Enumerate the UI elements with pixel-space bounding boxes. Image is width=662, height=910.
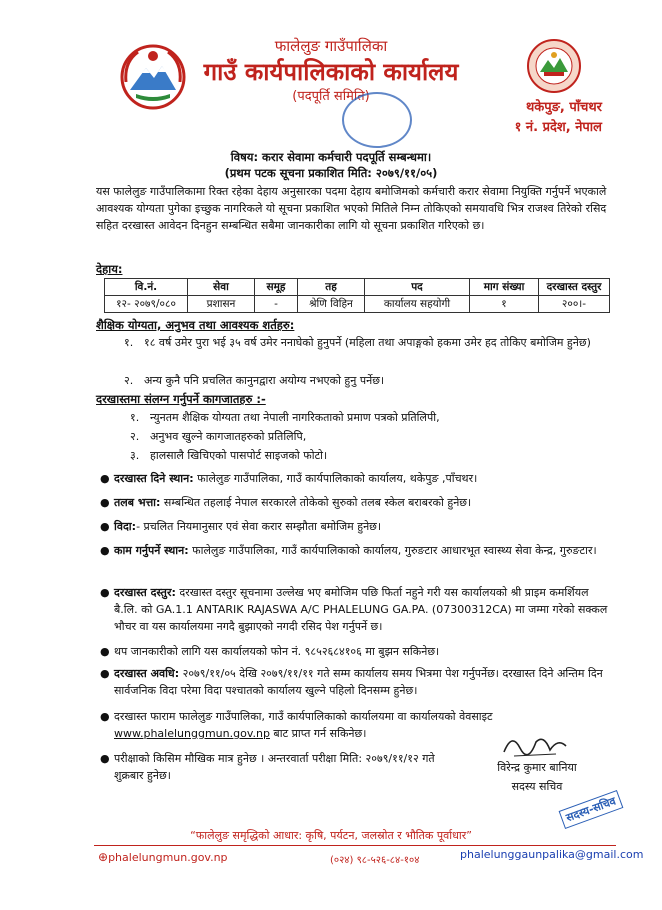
- header-tagline: (पदपूर्ति समिति): [292, 89, 370, 104]
- documents-title: दरखास्तमा संलग्न गर्नुपर्ने कागजातहरु :-: [96, 392, 266, 406]
- bullet-dot-icon: ●: [100, 472, 110, 485]
- bullet-text: फालेलुङ गाउँपालिका, गाउँ कार्यपालिकाको कार्यालय, थकेपुङ ,पाँचथर।: [193, 472, 478, 485]
- col-header-fee: दरखास्त दस्तुर: [539, 279, 610, 296]
- table-title: देहाय:: [96, 262, 123, 276]
- bullet-dot-icon: ●: [100, 710, 110, 723]
- footer-slogan: “फालेलुङ समृद्धिको आधार: कृषि, पर्यटन, जलस्रोत र भौतिक पूर्वाधार”: [190, 829, 472, 842]
- bullet-text: २०७९/११/०५ देखि २०७९/११/११ गते सम्म कार्यालय समय भित्रमा पेश गर्नुपर्नेछ। दरखास्त दिने अन्तिम दिन सार्वजनिक विदा परेमा विदा पश्चातको कार्यालय खुल्ने पहिलो दिनसम्म हुनेछ।: [114, 667, 603, 697]
- bullet-dot-icon: ●: [100, 645, 110, 658]
- bullet-dot-icon: ●: [100, 752, 110, 765]
- table-row: [105, 296, 610, 313]
- document-num: १.: [130, 411, 140, 424]
- address-line-1: थकेपुङ, पाँचथर: [525, 100, 602, 115]
- bullet-text: फालेलुङ गाउँपालिका, गाउँ कार्यपालिकाको कार्यालय, गुरुङटार आधारभूत स्वास्थ्य सेवा केन्द्र, गुरुङटार।: [188, 544, 597, 557]
- col-header-demand: माग संख्या: [470, 279, 539, 296]
- bullet-exam: [100, 750, 460, 784]
- bullet-text: परीक्षाको किसिम मौखिक मात्र हुनेछ । अन्तरवार्ता परीक्षा मिति: २०७९/११/१२ गते शुक्रबार हुनेछ।: [114, 752, 435, 782]
- table-header-row: [105, 279, 610, 296]
- col-header-post: पद: [365, 279, 470, 296]
- signatory-title: सदस्य सचिव: [511, 780, 563, 793]
- document-text: हालसालै खिचिएको पासपोर्ट साइजको फोटो।: [150, 449, 328, 462]
- document-text: न्युनतम शैक्षिक योग्यता तथा नेपाली नागरिकताको प्रमाण पत्रको प्रतिलिपी,: [150, 411, 440, 424]
- signatory-name: विरेन्द्र कुमार बानिया: [497, 761, 577, 774]
- bullet-dot-icon: ●: [100, 496, 110, 509]
- bullet-salary: [100, 494, 612, 511]
- cell-level: श्रेणि विहिन: [298, 296, 365, 313]
- qualification-num: २.: [124, 374, 134, 387]
- bullet-application-fee: [100, 584, 612, 635]
- vacancy-table: [104, 278, 610, 313]
- cell-demand: १: [470, 296, 539, 313]
- bullet-dot-icon: ●: [100, 544, 110, 557]
- cell-serial: १२- २०७९/०८०: [105, 296, 188, 313]
- qualification-item: [124, 334, 614, 351]
- bullet-text: थप जानकारीको लागि यस कार्यालयको फोन नं. ९८५२६८४१०६ मा बुझन सकिनेछ।: [114, 645, 440, 658]
- bullet-dot-icon: ●: [100, 586, 110, 599]
- intro-paragraph: यस फालेलुङ गाउँपालिकामा रिक्त रहेका देहाय अनुसारका पदमा देहाय बमोजिमको कर्मचारी करार सेवामा नियुक्ति गर्नुपर्ने भएकाले आवश्यक योग्यता पुगेका इच्छुक नागरिकले यो सूचना प्रकाशित भएको मितिले निम्न तोकिएको समयावधि भित्र राजश्व तिरेको रसिद सहित दरखास्त आवेदन दिनहुन सम्बन्धित सबैमा जानकारीका लागि यो सूचना प्रकाशित गरिएको छ।: [96, 185, 607, 232]
- bullet-label: दरखास्त अवधि:: [114, 667, 180, 680]
- office-name: गाउँ कार्यपालिकाको कार्यालय: [203, 58, 459, 86]
- document-item: [130, 409, 610, 426]
- footer-email[interactable]: phalelunggaunpalika@gmail.com: [460, 848, 644, 861]
- bullet-contact: [100, 643, 612, 660]
- bullet-dot-icon: ●: [100, 667, 110, 680]
- footer-phone: (०२४) ९८-५२६-८४-१०४: [330, 855, 420, 866]
- address-line-2: १ नं. प्रदेश, नेपाल: [514, 120, 602, 135]
- cell-post: कार्यालय सहयोगी: [365, 296, 470, 313]
- qualification-text: अन्य कुनै पनि प्रचलित कानुनद्वारा अयोग्य नभएको हुनु पर्नेछ।: [144, 374, 385, 387]
- footer-divider: [94, 845, 616, 846]
- col-header-serial: वि.नं.: [105, 279, 188, 296]
- qualification-item: [124, 372, 614, 389]
- cell-service: प्रशासन: [188, 296, 255, 313]
- municipality-name: फालेलुङ गाउँपालिका: [274, 37, 388, 55]
- cell-fee: २००।-: [539, 296, 610, 313]
- globe-icon: ⊕: [98, 850, 109, 864]
- qualification-num: १.: [124, 336, 134, 349]
- bullet-text: सम्बन्धित तहलाई नेपाल सरकारले तोकेको सुरुको तलब स्केल बराबरको हुनेछ।: [160, 496, 472, 509]
- bullet-text: दरखास्त दस्तुर सूचनामा उल्लेख भए बमोजिम पछि फिर्ता नहुने गरी यस कार्यालयको श्री प्राइम कमर्शियल बै.लि. को GA.1.1 ANTARIK RAJASWA A/C PHALELUNG GA.PA. (07300312CA) मा जम्मा गरेको सक्कल भौचर वा यस कार्यालयमा नगदै बुझाएको नगदी रसिद पेश गर्नुपर्ने छ।: [114, 586, 608, 633]
- bullet-work-place: [100, 542, 612, 559]
- document-item: [130, 428, 610, 445]
- document-text: अनुभव खुल्ने कागजातहरुको प्रतिलिपि,: [150, 430, 307, 443]
- col-header-group: समूह: [255, 279, 298, 296]
- bullet-label: तलब भत्ता:: [114, 496, 161, 509]
- footer-website[interactable]: [98, 850, 228, 864]
- qualification-text: १८ वर्ष उमेर पुरा भई ३५ वर्ष उमेर ननाघेको हुनुपर्ने (महिला तथा अपाङ्गको हकमा उमेर हद तोकिए बमोजिम हुनेछ): [144, 336, 591, 349]
- footer-website-text: phalelungmun.gov.np: [108, 851, 228, 864]
- bullet-label: दरखास्त दिने स्थान:: [114, 472, 194, 485]
- subject-line: विषय: करार सेवामा कर्मचारी पदपूर्ति सम्बन्धमा।: [230, 150, 432, 164]
- website-link[interactable]: www.phalelunggmun.gov.np: [114, 727, 270, 740]
- cell-group: -: [255, 296, 298, 313]
- bullet-label: दरखास्त दस्तुर:: [114, 586, 176, 599]
- document-item: [130, 447, 610, 464]
- bullet-label: काम गर्नुपर्ने स्थान:: [114, 544, 189, 557]
- bullet-dot-icon: ●: [100, 520, 110, 533]
- office-stamp: [342, 92, 412, 148]
- bullet-label: विदा:: [114, 520, 137, 533]
- bullet-leave: [100, 518, 612, 535]
- bullet-text-suffix: बाट प्राप्त गर्न सकिनेछ।: [269, 727, 367, 740]
- document-num: २.: [130, 430, 140, 443]
- bullet-text: दरखास्त फाराम फालेलुङ गाउँपालिका, गाउँ कार्यपालिकाको कार्यालयमा वा कार्यालयको वेवसाइट: [114, 710, 493, 723]
- bullet-application-period: [100, 665, 612, 699]
- qualifications-title: शैक्षिक योग्यता, अनुभव तथा आवश्यक शर्तहरु:: [96, 318, 295, 332]
- signature-scribble: [500, 728, 570, 760]
- document-num: ३.: [130, 449, 140, 462]
- col-header-level: तह: [298, 279, 365, 296]
- publication-date-line: (प्रथम पटक सूचना प्रकाशित मिति: २०७९/११/०५): [224, 166, 438, 180]
- bullet-text: - प्रचलित नियमानुसार एवं सेवा करार सम्झौता बमोजिम हुनेछ।: [136, 520, 382, 533]
- secretary-stamp: सदस्य-सचिव: [559, 790, 624, 829]
- col-header-service: सेवा: [188, 279, 255, 296]
- bullet-application-place: [100, 470, 612, 487]
